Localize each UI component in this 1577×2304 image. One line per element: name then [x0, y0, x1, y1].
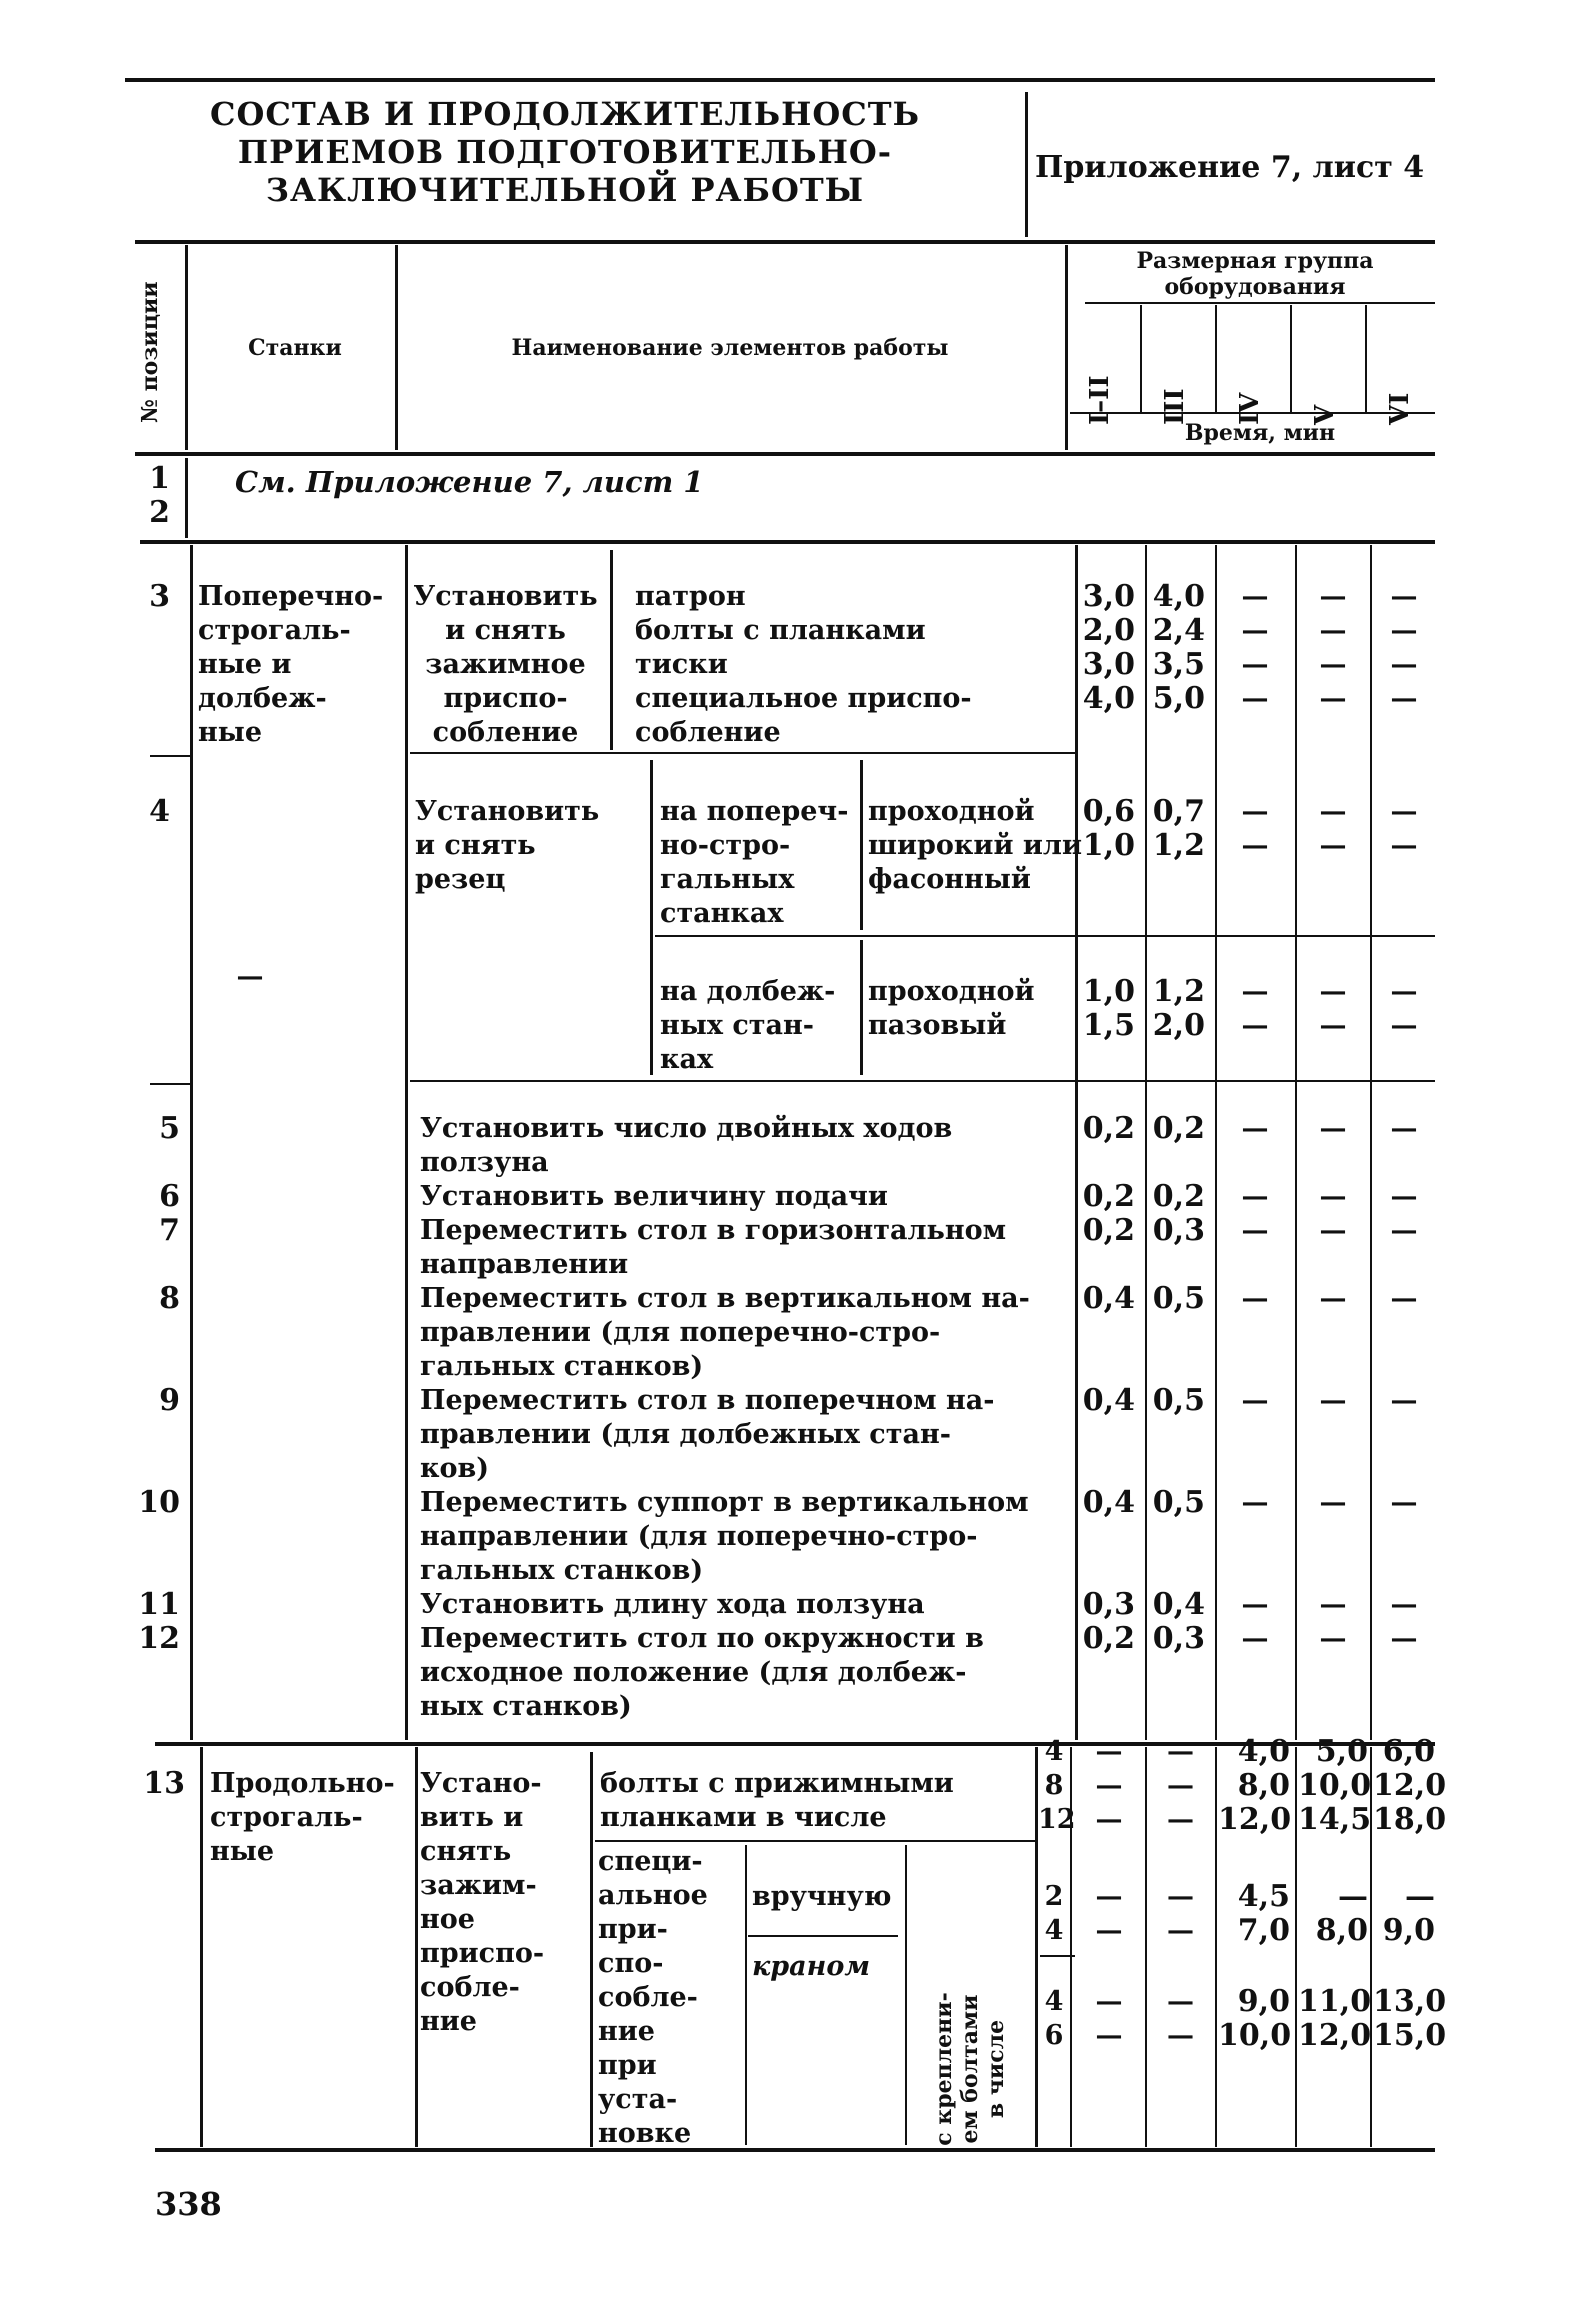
- row-13-sp-a-g5: — 8,0: [1315, 1879, 1368, 1948]
- row-13-bolts-g6: 6,0 12,0 18,0: [1373, 1734, 1447, 1837]
- vline: [1065, 245, 1068, 450]
- machine-planing: Продольно- строгаль- ные: [210, 1768, 395, 1867]
- title-divider: [1025, 92, 1028, 237]
- vline: [610, 550, 613, 750]
- vline: [1075, 545, 1078, 1740]
- page-number: 338: [155, 2185, 222, 2223]
- row-num: 4: [149, 794, 170, 829]
- row-13-sp-a-g1: — —: [1095, 1881, 1123, 1946]
- row-4-cutter-a: проходной широкий или фасонный: [868, 796, 1082, 895]
- group-rule: [1085, 302, 1435, 304]
- rows-5-12-g1: 0,2 0,2 0,2 0,4 0,4 0,4 0,3 0,2: [1082, 1111, 1135, 1656]
- appendix-label: Приложение 7, лист 4: [1035, 150, 1425, 185]
- vline: [190, 545, 193, 1740]
- row-4-action: Установить и снять резец: [415, 796, 600, 895]
- vline: [1215, 545, 1217, 1740]
- header-g5: V: [1310, 404, 1340, 425]
- row-rule: [410, 752, 1075, 754]
- row-num: 3: [149, 579, 170, 614]
- row-13-sp-a-g6: — 9,0: [1382, 1879, 1435, 1948]
- row-4-cutter-b: проходной пазовый: [868, 976, 1035, 1041]
- vline: [1145, 1747, 1147, 2147]
- row-13-fastening: с креплени- ем болтами в числе: [931, 1992, 1009, 2146]
- row-13-special: специ- альное при- спо- собле- ние при уста- новке: [598, 1846, 708, 2149]
- vline: [1370, 545, 1372, 1740]
- vline: [1215, 1747, 1217, 2147]
- vline: [650, 760, 653, 1075]
- row-1-2-ref: См. Приложение 7, лист 1: [235, 465, 704, 499]
- rows-5-12-g3: 0,2 0,2 0,3 0,5 0,5 0,5 0,4 0,3: [1152, 1111, 1205, 1656]
- machine-cross-planing: Поперечно- строгаль- ные и долбеж- ные: [198, 581, 384, 748]
- row-3-g6: — — — —: [1390, 581, 1418, 714]
- row-rule: [410, 1080, 1435, 1082]
- vline: [1290, 305, 1292, 412]
- row-nums-5-12: 5 6 7 8 9 10 11 12: [138, 1111, 180, 1656]
- row-rule: [1040, 1955, 1075, 1957]
- row-13-sp-b-g6: 13,0 15,0: [1373, 1984, 1447, 2053]
- row-13-sp-b-g5: 11,0 12,0: [1298, 1984, 1372, 2053]
- row-13-bolts-g4: 4,0 8,0 12,0: [1218, 1734, 1292, 1837]
- row-13-sp-count-b: 4 6: [1044, 1986, 1064, 2051]
- time-rule: [1070, 412, 1435, 414]
- header-num: № позиции: [137, 281, 163, 423]
- row-3-g1: 3,0 2,0 3,0 4,0: [1082, 579, 1135, 716]
- row-4-cross-planing: на попереч- но-стро- гальных станках: [660, 796, 849, 929]
- row-3-g3: 4,0 2,4 3,5 5,0: [1152, 579, 1205, 716]
- row-4b-g4: — —: [1241, 976, 1269, 1041]
- vline: [860, 760, 863, 930]
- vline: [1295, 545, 1297, 1740]
- rows-5-12-g4: — — — — — — — —: [1241, 1113, 1269, 1654]
- row-13-sp-b-g3: — —: [1167, 1986, 1194, 2051]
- rows-5-12-g5: — — — — — — — —: [1319, 1113, 1347, 1654]
- header-g6: VI: [1385, 392, 1415, 425]
- row-13-bolts-g3: — — —: [1167, 1736, 1194, 1835]
- row-13-sp-b-g4: 9,0 10,0: [1218, 1984, 1292, 2053]
- row-4a-g5: — —: [1319, 796, 1347, 861]
- top-rule: [125, 78, 1435, 82]
- vline: [395, 245, 398, 450]
- row-rule: [655, 935, 1435, 937]
- vline: [185, 245, 188, 450]
- row-4b-g5: — —: [1319, 976, 1347, 1041]
- vline: [745, 1845, 747, 2145]
- row-4b-g6: — —: [1390, 976, 1418, 1041]
- row-3-g4: — — — —: [1241, 581, 1269, 714]
- vline: [860, 940, 863, 1075]
- page-title: СОСТАВ И ПРОДОЛЖИТЕЛЬНОСТЬ ПРИЕМОВ ПОДГОТОВИТЕЛЬНО-ЗАКЛЮЧИТЕЛЬНОЙ РАБОТЫ: [210, 95, 920, 209]
- vline: [905, 1845, 907, 2145]
- row-4b-g3: 1,2 2,0: [1152, 974, 1205, 1043]
- row-4a-g1: 0,6 1,0: [1082, 794, 1135, 863]
- row-4a-g4: — —: [1241, 796, 1269, 861]
- header-bottom-rule: [135, 452, 1435, 456]
- header-machines: Станки: [248, 335, 342, 361]
- row-13-sp-count-a: 2 4: [1044, 1881, 1064, 1946]
- bottom-rule: [155, 2148, 1435, 2152]
- row-13-bolts: болты с прижимными планками в числе: [600, 1768, 954, 1833]
- vline: [590, 1752, 593, 2147]
- row-13-sp-a-g3: — —: [1167, 1881, 1194, 1946]
- vline: [415, 1747, 418, 2147]
- header-top-rule: [135, 240, 1435, 244]
- rows-5-12-text: Установить число двойных ходов ползуна Установить величину подачи Переместить стол в горизонтальном направлении Переместить стол в вертикальном на- правлении (для поперечно-стро- гальных станков) Переместить стол в поперечном на- правлении (для долбежных стан- ков) Переместить суппорт в вертикальном направлении (для поперечно-стро- гальных станков) Установить длину хода ползуна Переместить стол по окружности в исходное положение (для долбеж- ных станков): [420, 1113, 1030, 1722]
- row-13-action: Устано- вить и снять зажим- ное приспо- собле- ние: [420, 1768, 545, 2037]
- row-rule: [595, 1840, 1035, 1842]
- vline: [1365, 305, 1367, 412]
- row-13-bolts-count: 4 8 12: [1038, 1736, 1076, 1835]
- row-13-crane: краном: [752, 1951, 871, 1982]
- row-13-bolts-g5: 5,0 10,0 14,5: [1298, 1734, 1372, 1837]
- vline: [1295, 1747, 1297, 2147]
- row-4b-g1: 1,0 1,5: [1082, 974, 1135, 1043]
- vline: [185, 458, 188, 538]
- row-num: 13: [143, 1766, 185, 1801]
- row-num: 1 2: [149, 461, 170, 530]
- header-elements: Наименование элементов работы: [511, 335, 949, 361]
- vline: [1145, 545, 1147, 1740]
- row-13-bolts-g1: — — —: [1095, 1736, 1123, 1835]
- header-g3: III: [1160, 388, 1190, 425]
- header-group: Размерная группа оборудования: [1136, 248, 1374, 300]
- header-g4: IV: [1235, 392, 1265, 425]
- row-4-slotting: на долбеж- ных стан- ках: [660, 976, 836, 1075]
- row-3-g5: — — — —: [1319, 581, 1347, 714]
- row-4a-g6: — —: [1390, 796, 1418, 861]
- row-13-manual: вручную: [752, 1881, 892, 1912]
- row-4a-g3: 0,7 1,2: [1152, 794, 1205, 863]
- row-rule: [140, 540, 1435, 544]
- header-time: Время, мин: [1184, 420, 1336, 446]
- row-3-action: Установить и снять зажимное приспо- собление: [413, 581, 598, 748]
- rows-5-12-g6: — — — — — — — —: [1390, 1113, 1418, 1654]
- row-13-sp-b-g1: — —: [1095, 1986, 1123, 2051]
- row-rule: [150, 1083, 190, 1085]
- vline: [1215, 305, 1217, 412]
- machine-dash: —: [236, 961, 264, 992]
- row-rule: [748, 1935, 898, 1937]
- vline: [1140, 305, 1142, 412]
- row-3-items: патрон болты с планками тиски специальное приспо- собление: [635, 581, 972, 748]
- row-rule: [150, 755, 190, 757]
- vline: [200, 1747, 203, 2147]
- header-g1: I–II: [1085, 375, 1115, 425]
- row-13-sp-a-g4: 4,5 7,0: [1237, 1879, 1290, 1948]
